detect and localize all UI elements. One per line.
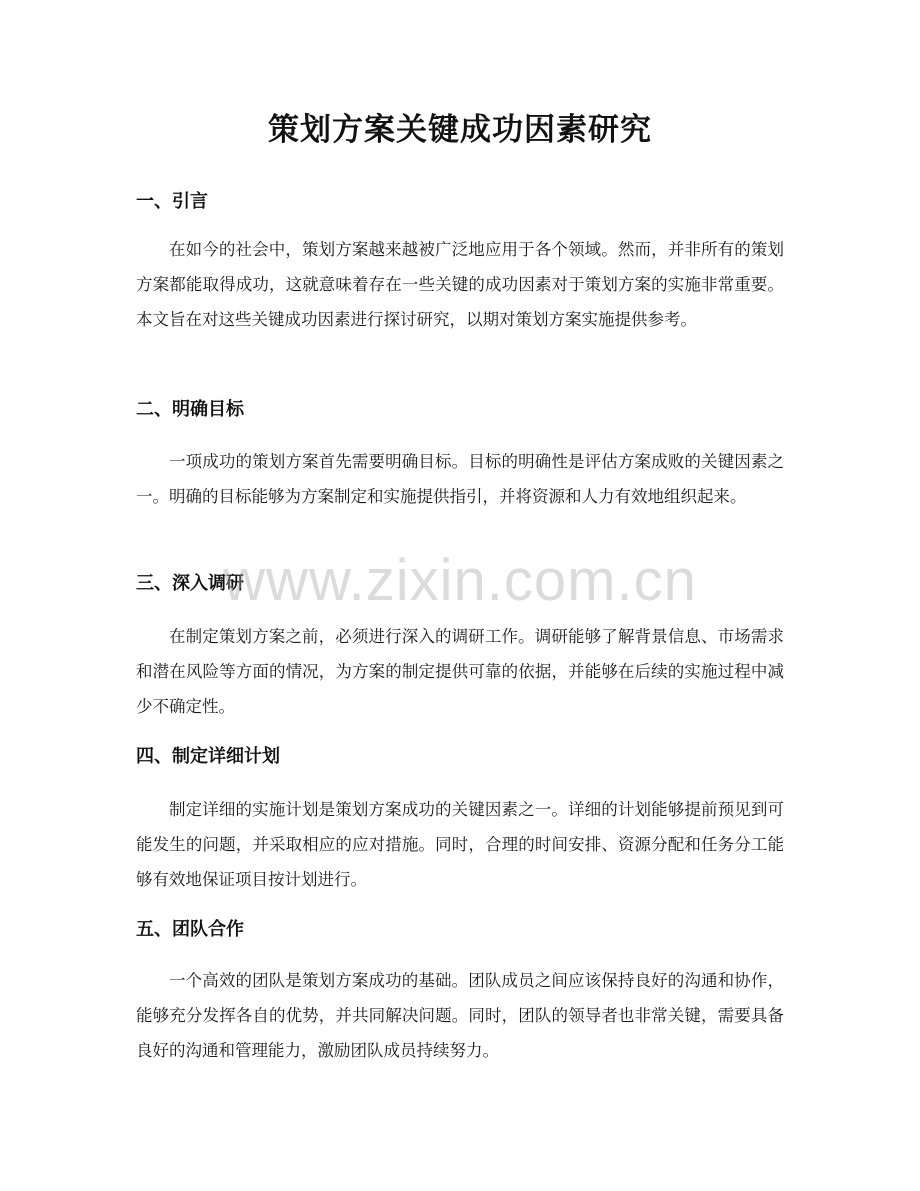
section-body-clear-goals: 一项成功的策划方案首先需要明确目标。目标的明确性是评估方案成败的关键因素之一。明确的目标能够为方案制定和实施提供指引，并将资源和人力有效地组织起来。: [136, 452, 784, 506]
section-heading-clear-goals: 二、明确目标: [136, 399, 244, 420]
section-body-teamwork: 一个高效的团队是策划方案成功的基础。团队成员之间应该保持良好的沟通和协作，能够充分发挥各自的优势，并共同解决问题。同时，团队的领导者也非常关键，需要具备良好的沟通和管理能力，激励团队成员持续努力。: [136, 971, 784, 1060]
section-heading-research: 三、深入调研: [136, 573, 244, 594]
section-heading-introduction: 一、引言: [136, 191, 208, 212]
section-heading-detailed-plan: 四、制定详细计划: [136, 746, 280, 767]
section-heading-teamwork: 五、团队合作: [136, 919, 244, 940]
watermark-text: www.zixin.com.cn: [223, 548, 697, 613]
section-body-introduction: 在如今的社会中，策划方案越来越被广泛地应用于各个领域。然而，并非所有的策划方案都能取得成功，这就意味着存在一些关键的成功因素对于策划方案的实施非常重要。本文旨在对这些关键成功因素进行探讨研究，以期对策划方案实施提供参考。: [136, 240, 784, 329]
section-body-detailed-plan: 制定详细的实施计划是策划方案成功的关键因素之一。详细的计划能够提前预见到可能发生的问题，并采取相应的应对措施。同时，合理的时间安排、资源分配和任务分工能够有效地保证项目按计划进行。: [136, 800, 784, 889]
document-title: 策划方案关键成功因素研究: [268, 112, 652, 148]
section-body-research: 在制定策划方案之前，必须进行深入的调研工作。调研能够了解背景信息、市场需求和潜在风险等方面的情况，为方案的制定提供可靠的依据，并能够在后续的实施过程中减少不确定性。: [136, 627, 784, 716]
